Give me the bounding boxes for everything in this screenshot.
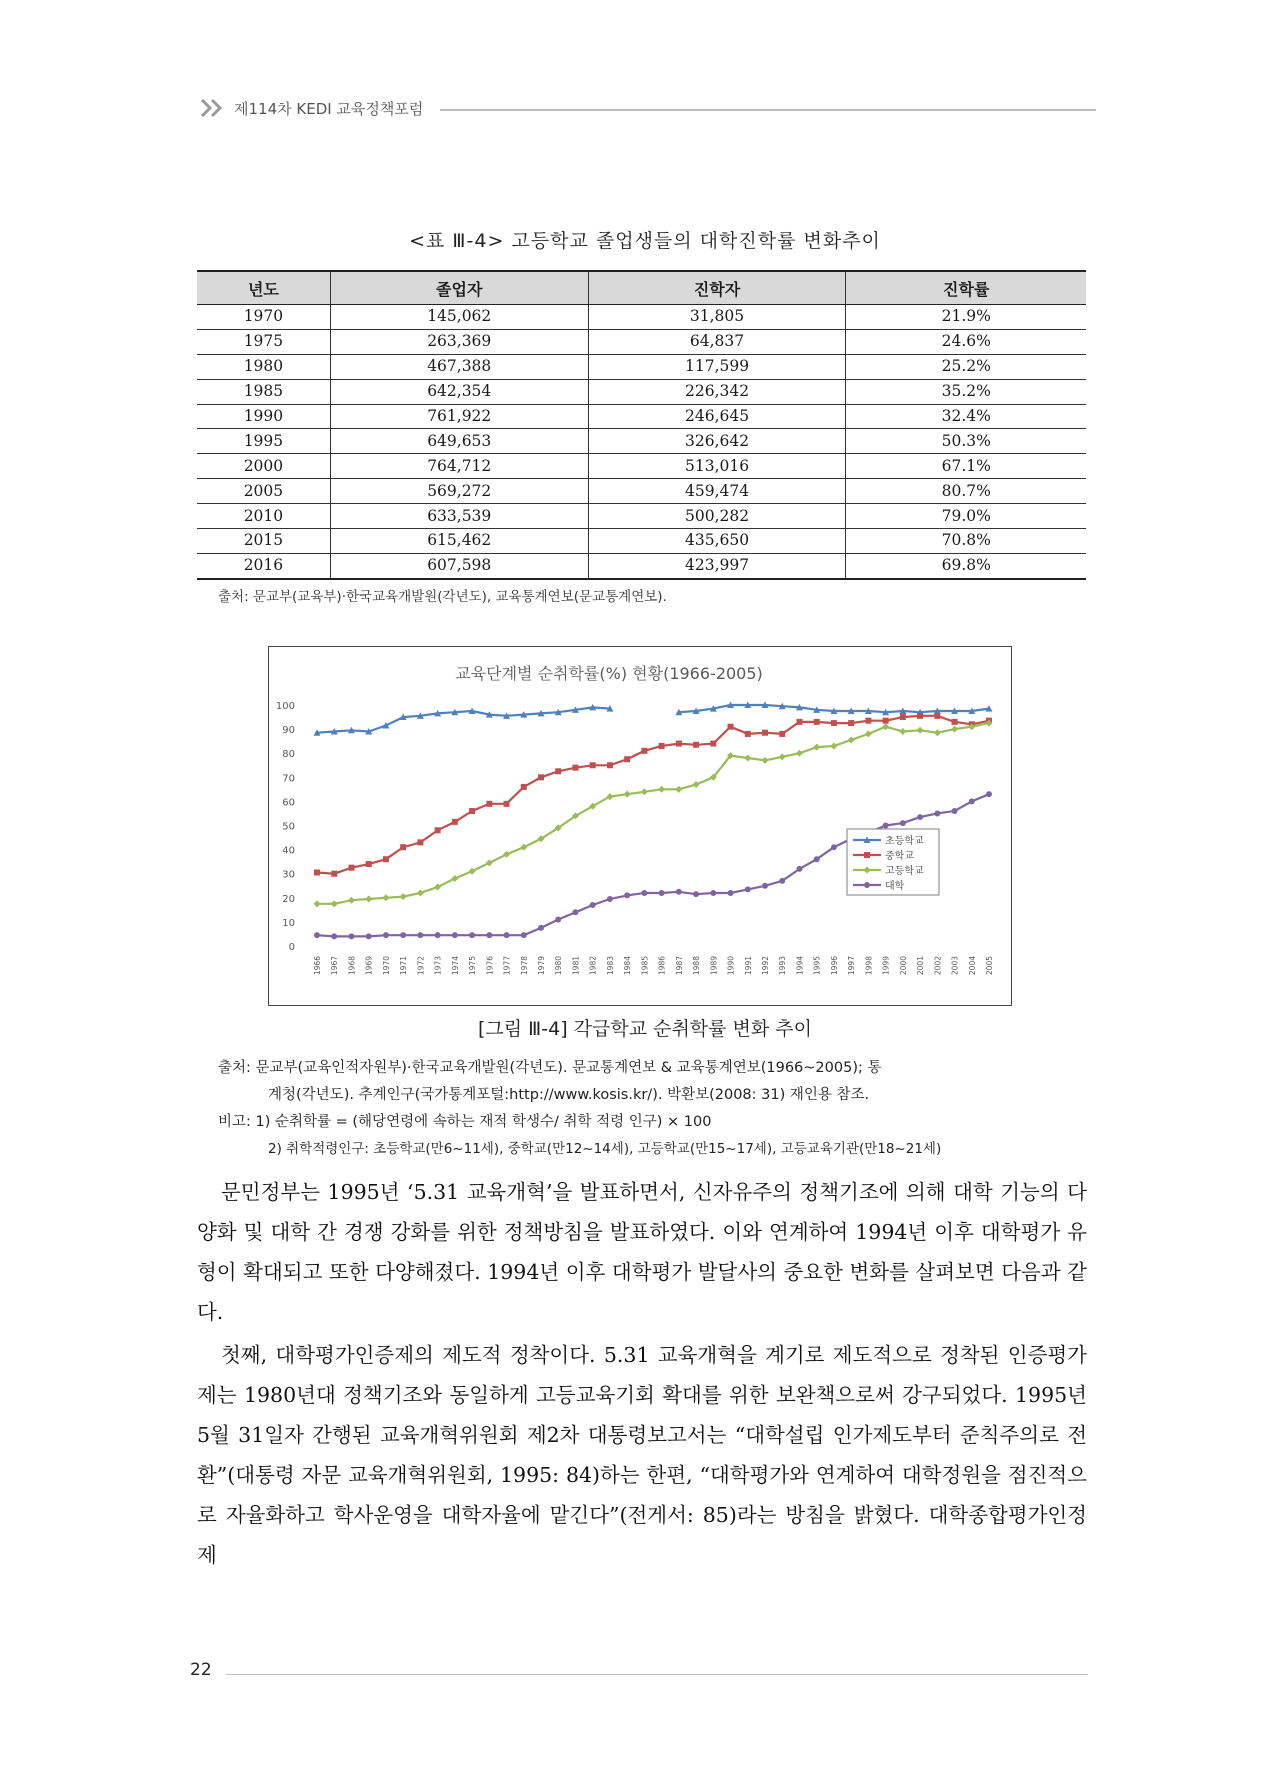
- x-tick-label: 1984: [623, 956, 633, 976]
- data-point: [382, 894, 389, 901]
- data-point: [883, 823, 889, 829]
- x-tick-label: 1969: [364, 956, 374, 976]
- data-point: [745, 731, 751, 737]
- table-cell: 459,474: [588, 479, 846, 504]
- data-point: [917, 727, 924, 734]
- table-row: [197, 429, 1086, 454]
- table-cell: 70.8%: [846, 529, 1086, 554]
- table-cell: 50.3%: [846, 429, 1086, 454]
- table-row: [197, 305, 1086, 330]
- table-row: [197, 529, 1086, 554]
- x-tick-label: 2005: [985, 956, 994, 976]
- y-tick-label: 20: [282, 893, 295, 905]
- data-point: [693, 742, 699, 748]
- data-point: [779, 731, 785, 737]
- data-point: [676, 741, 682, 747]
- y-tick-label: 80: [282, 749, 295, 761]
- table-cell: 423,997: [588, 553, 846, 578]
- legend-label: 초등학교: [885, 836, 924, 847]
- data-point: [934, 810, 940, 816]
- data-point: [383, 856, 389, 862]
- data-point: [366, 933, 372, 939]
- data-point: [693, 781, 700, 788]
- table-cell: 2000: [197, 454, 330, 479]
- data-point: [883, 718, 889, 724]
- table-cell: 21.9%: [846, 305, 1086, 330]
- x-tick-label: 1979: [537, 956, 546, 976]
- x-tick-label: 1966: [313, 956, 322, 976]
- data-point: [865, 730, 872, 737]
- x-tick-label: 1985: [640, 956, 650, 976]
- x-tick-label: 1999: [881, 956, 891, 976]
- x-tick-label: 1996: [829, 956, 839, 976]
- legend-marker: [864, 852, 870, 858]
- column-header: 진학자: [588, 271, 846, 305]
- data-point: [693, 891, 699, 897]
- data-point: [383, 932, 389, 938]
- y-tick-label: 60: [282, 797, 295, 809]
- data-point: [917, 713, 923, 719]
- table-cell: 1990: [197, 404, 330, 429]
- data-point: [986, 791, 992, 797]
- table-row: [197, 379, 1086, 404]
- data-point: [504, 932, 510, 938]
- x-tick-label: 1975: [468, 956, 478, 976]
- data-point: [641, 788, 648, 795]
- legend-marker: [864, 882, 870, 888]
- x-tick-label: 1967: [330, 956, 340, 976]
- data-point: [831, 720, 837, 726]
- column-header: 진학률: [846, 271, 1086, 305]
- x-tick-label: 1990: [726, 956, 736, 976]
- x-tick-label: 2003: [950, 956, 960, 976]
- table-row: [197, 553, 1086, 578]
- data-point: [590, 762, 596, 768]
- page-header: [200, 96, 1100, 124]
- figure-source-line1: 출처: 문교부(교육인적자원부)·한국교육개발원(각년도). 문교통계연보 & 교육통계연보(1966~2005); 통: [218, 1060, 882, 1076]
- x-tick-label: 1994: [795, 956, 805, 976]
- table-cell: 435,650: [588, 529, 846, 554]
- data-point: [331, 900, 338, 907]
- table-caption: <표 Ⅲ-4> 고등학교 졸업생들의 대학진학률 변화추이: [409, 230, 881, 252]
- data-point: [435, 827, 441, 833]
- data-point: [900, 820, 906, 826]
- table-source: 출처: 문교부(교육부)·한국교육개발원(각년도), 교육통계연보(문교통계연보).: [218, 589, 667, 605]
- data-point: [951, 726, 958, 733]
- x-tick-label: 1981: [571, 956, 581, 976]
- data-point: [452, 932, 458, 938]
- data-point: [504, 801, 510, 807]
- data-point: [830, 742, 837, 749]
- data-point: [607, 762, 613, 768]
- header-rule: [440, 109, 1096, 111]
- x-tick-label: 1973: [433, 956, 443, 976]
- x-tick-label: 1976: [485, 956, 495, 976]
- table-cell: 1985: [197, 379, 330, 404]
- data-point: [917, 814, 923, 820]
- data-point: [796, 719, 802, 725]
- data-point: [624, 892, 630, 898]
- table-cell: 467,388: [330, 354, 588, 379]
- data-point: [813, 744, 820, 751]
- data-point: [899, 728, 906, 735]
- data-point: [814, 719, 820, 725]
- data-point: [762, 883, 768, 889]
- table-cell: 35.2%: [846, 379, 1086, 404]
- y-tick-label: 30: [282, 869, 295, 881]
- figure-note1: 비고: 1) 순취학률 = (해당연령에 속하는 재적 학생수/ 취학 적령 인구) × 100: [218, 1114, 712, 1130]
- data-point: [520, 844, 527, 851]
- x-tick-label: 2000: [898, 956, 908, 976]
- table-body: [197, 305, 1086, 579]
- table-cell: 246,645: [588, 404, 846, 429]
- x-tick-label: 1974: [450, 956, 460, 976]
- table-cell: 642,354: [330, 379, 588, 404]
- x-tick-label: 1968: [347, 956, 357, 976]
- enrollment-chart: [268, 646, 1012, 1006]
- table-cell: 32.4%: [846, 404, 1086, 429]
- table-cell: 2005: [197, 479, 330, 504]
- y-tick-label: 100: [275, 701, 295, 712]
- data-point: [417, 932, 423, 938]
- data-point: [400, 844, 406, 850]
- data-point: [607, 896, 613, 902]
- data-point: [469, 808, 475, 814]
- table-row: [197, 504, 1086, 529]
- y-tick-label: 50: [282, 821, 295, 833]
- data-point: [400, 932, 406, 938]
- data-point: [469, 932, 475, 938]
- x-tick-label: 1995: [812, 956, 822, 976]
- table-cell: 1975: [197, 329, 330, 354]
- chart-canvas: [269, 647, 1011, 1005]
- legend-label: 중학교: [885, 851, 914, 862]
- data-point: [658, 786, 665, 793]
- data-point: [952, 808, 958, 814]
- table-cell: 513,016: [588, 454, 846, 479]
- figure-source-line2: 계청(각년도). 추계인구(국가통계포털:http://www.kosis.kr/). 박환보(2008: 31) 재인용 참조.: [268, 1087, 870, 1103]
- header-title: 제114차 KEDI 교육정책포럼: [234, 100, 424, 118]
- x-tick-label: 2001: [916, 956, 926, 976]
- column-header: 년도: [197, 271, 330, 305]
- data-point: [728, 890, 734, 896]
- data-point: [503, 851, 510, 858]
- data-point: [641, 748, 647, 754]
- data-point: [572, 765, 578, 771]
- table-row: [197, 454, 1086, 479]
- data-point: [314, 932, 320, 938]
- figure-caption: [그림 Ⅲ-4] 각급학교 순취학률 변화 추이: [477, 1018, 813, 1040]
- table-cell: 2010: [197, 504, 330, 529]
- table-cell: 761,922: [330, 404, 588, 429]
- table-cell: 1995: [197, 429, 330, 454]
- table-cell: 615,462: [330, 529, 588, 554]
- table-cell: 1980: [197, 354, 330, 379]
- data-point: [865, 718, 871, 724]
- data-point: [314, 869, 320, 875]
- data-point: [779, 753, 786, 760]
- x-tick-label: 1987: [674, 956, 684, 976]
- data-point: [400, 893, 407, 900]
- x-tick-label: 2004: [967, 956, 977, 976]
- data-point: [521, 932, 527, 938]
- data-point: [452, 819, 458, 825]
- x-tick-label: 1986: [657, 956, 667, 976]
- table-cell: 1970: [197, 305, 330, 330]
- data-point: [710, 741, 716, 747]
- data-point: [348, 933, 354, 939]
- data-point: [934, 713, 940, 719]
- data-point: [762, 730, 768, 736]
- data-point: [417, 889, 424, 896]
- data-point: [779, 878, 785, 884]
- data-point: [675, 786, 682, 793]
- data-point: [796, 866, 802, 872]
- data-point: [314, 900, 321, 907]
- y-tick-label: 40: [282, 845, 295, 857]
- table-cell: 649,653: [330, 429, 588, 454]
- table-row: [197, 404, 1086, 429]
- data-point: [745, 886, 751, 892]
- table-cell: 500,282: [588, 504, 846, 529]
- x-tick-label: 1989: [709, 956, 719, 976]
- y-tick-label: 0: [288, 942, 295, 953]
- body-paragraph-1: 문민정부는 1995년 ‘5.31 교육개혁’을 발표하면서, 신자유주의 정책기조에 의해 대학 기능의 다양화 및 대학 간 경쟁 강화를 위한 정책방침을 발표하였다. 이와 연계하여 1994년 이후 대학평가 유형이 확대되고 또한 다양해졌다. 1994년 이후 대학평가 발달사의 중요한 변화를 살펴보면 다음과 같다.: [197, 1180, 1087, 1324]
- series-line-1: [317, 707, 610, 732]
- table-row: [197, 479, 1086, 504]
- data-point: [762, 757, 769, 764]
- data-point: [728, 724, 734, 730]
- table-cell: 2016: [197, 553, 330, 578]
- data-point: [521, 784, 527, 790]
- table-cell: 80.7%: [846, 479, 1086, 504]
- data-point: [831, 844, 837, 850]
- data-point: [590, 902, 596, 908]
- x-tick-label: 1970: [381, 956, 391, 976]
- table-cell: 31,805: [588, 305, 846, 330]
- data-point: [882, 723, 889, 730]
- data-point: [969, 798, 975, 804]
- table-cell: 67.1%: [846, 454, 1086, 479]
- data-point: [348, 897, 355, 904]
- y-tick-label: 10: [282, 917, 295, 929]
- x-tick-label: 1982: [588, 956, 598, 976]
- data-point: [934, 729, 941, 736]
- table-cell: 69.8%: [846, 553, 1086, 578]
- table-row: [197, 329, 1086, 354]
- data-point: [538, 774, 544, 780]
- data-point: [900, 714, 906, 720]
- data-point: [744, 755, 751, 762]
- table-cell: 633,539: [330, 504, 588, 529]
- x-tick-label: 2002: [933, 956, 943, 976]
- data-point: [814, 856, 820, 862]
- data-point: [365, 896, 372, 903]
- x-tick-label: 1972: [416, 956, 426, 976]
- data-point: [848, 736, 855, 743]
- page-footer: [190, 1660, 1090, 1690]
- table-cell: 117,599: [588, 354, 846, 379]
- data-point: [486, 932, 492, 938]
- data-point: [348, 865, 354, 871]
- data-point: [366, 861, 372, 867]
- data-point: [434, 883, 441, 890]
- footer-rule: [226, 1674, 1088, 1675]
- table-cell: 226,342: [588, 379, 846, 404]
- double-chevron-icon: [200, 98, 226, 118]
- x-tick-label: 1980: [554, 956, 564, 976]
- data-point: [624, 791, 631, 798]
- data-point: [659, 743, 665, 749]
- x-tick-label: 1977: [502, 956, 512, 976]
- table-cell: 79.0%: [846, 504, 1086, 529]
- data-point: [676, 889, 682, 895]
- table-cell: 25.2%: [846, 354, 1086, 379]
- table-cell: 2015: [197, 529, 330, 554]
- data-point: [486, 801, 492, 807]
- table-cell: 64,837: [588, 329, 846, 354]
- data-point: [555, 768, 561, 774]
- chart-title: 교육단계별 순취학률(%) 현황(1966-2005): [455, 664, 763, 683]
- table-cell: 145,062: [330, 305, 588, 330]
- table-cell: 764,712: [330, 454, 588, 479]
- data-point: [659, 890, 665, 896]
- x-tick-label: 1993: [778, 956, 788, 976]
- table-header-row: [197, 271, 1086, 305]
- x-tick-label: 1991: [743, 956, 753, 976]
- table-row: [197, 354, 1086, 379]
- data-point: [331, 871, 337, 877]
- x-tick-label: 1992: [761, 956, 770, 976]
- data-point: [710, 890, 716, 896]
- figure-note2: 2) 취학적령인구: 초등학교(만6~11세), 중학교(만12~14세), 고등학교(만15~17세), 고등교육기관(만18~21세): [268, 1141, 942, 1157]
- graduation-table: [197, 270, 1086, 580]
- table-cell: 263,369: [330, 329, 588, 354]
- data-point: [624, 756, 630, 762]
- legend-label: 대학: [885, 881, 905, 892]
- page-number: 22: [190, 1660, 212, 1680]
- body-paragraph-2: 첫째, 대학평가인증제의 제도적 정착이다. 5.31 교육개혁을 계기로 제도적으로 정착된 인증평가제는 1980년대 정책기조와 동일하게 고등교육기회 확대를 위한 보완책으로써 강구되었다. 1995년 5월 31일자 간행된 교육개혁위원회 제2차 대통령보고서는 “대학설립 인가제도부터 준칙주의로 전환”(대통령 자문 교육개혁위원회, 1995: 84)하는 한편, “대학평가와 연계하여 대학정원을 점진적으로 자율화하고 학사운영을 대학자율에 맡긴다”(전게서: 85)라는 방침을 밝혔다. 대학종합평가인정제: [197, 1343, 1087, 1567]
- x-tick-label: 1997: [847, 956, 857, 976]
- x-tick-label: 1988: [692, 956, 702, 976]
- data-point: [435, 932, 441, 938]
- x-tick-label: 1971: [399, 956, 409, 976]
- y-tick-label: 90: [282, 725, 295, 737]
- data-point: [796, 750, 803, 757]
- data-point: [451, 875, 458, 882]
- x-tick-label: 1978: [519, 956, 529, 976]
- data-point: [848, 720, 854, 726]
- data-point: [469, 868, 476, 875]
- data-point: [641, 890, 647, 896]
- table-cell: 569,272: [330, 479, 588, 504]
- x-tick-label: 1983: [605, 956, 615, 976]
- data-point: [331, 933, 337, 939]
- x-tick-label: 1998: [864, 956, 874, 976]
- legend-label: 고등학교: [885, 866, 924, 877]
- data-point: [417, 839, 423, 845]
- table-cell: 24.6%: [846, 329, 1086, 354]
- data-point: [572, 909, 578, 915]
- data-point: [555, 916, 561, 922]
- column-header: 졸업자: [330, 271, 588, 305]
- table-cell: 607,598: [330, 553, 588, 578]
- data-point: [952, 719, 958, 725]
- table-cell: 326,642: [588, 429, 846, 454]
- data-point: [538, 925, 544, 931]
- y-tick-label: 70: [282, 773, 295, 785]
